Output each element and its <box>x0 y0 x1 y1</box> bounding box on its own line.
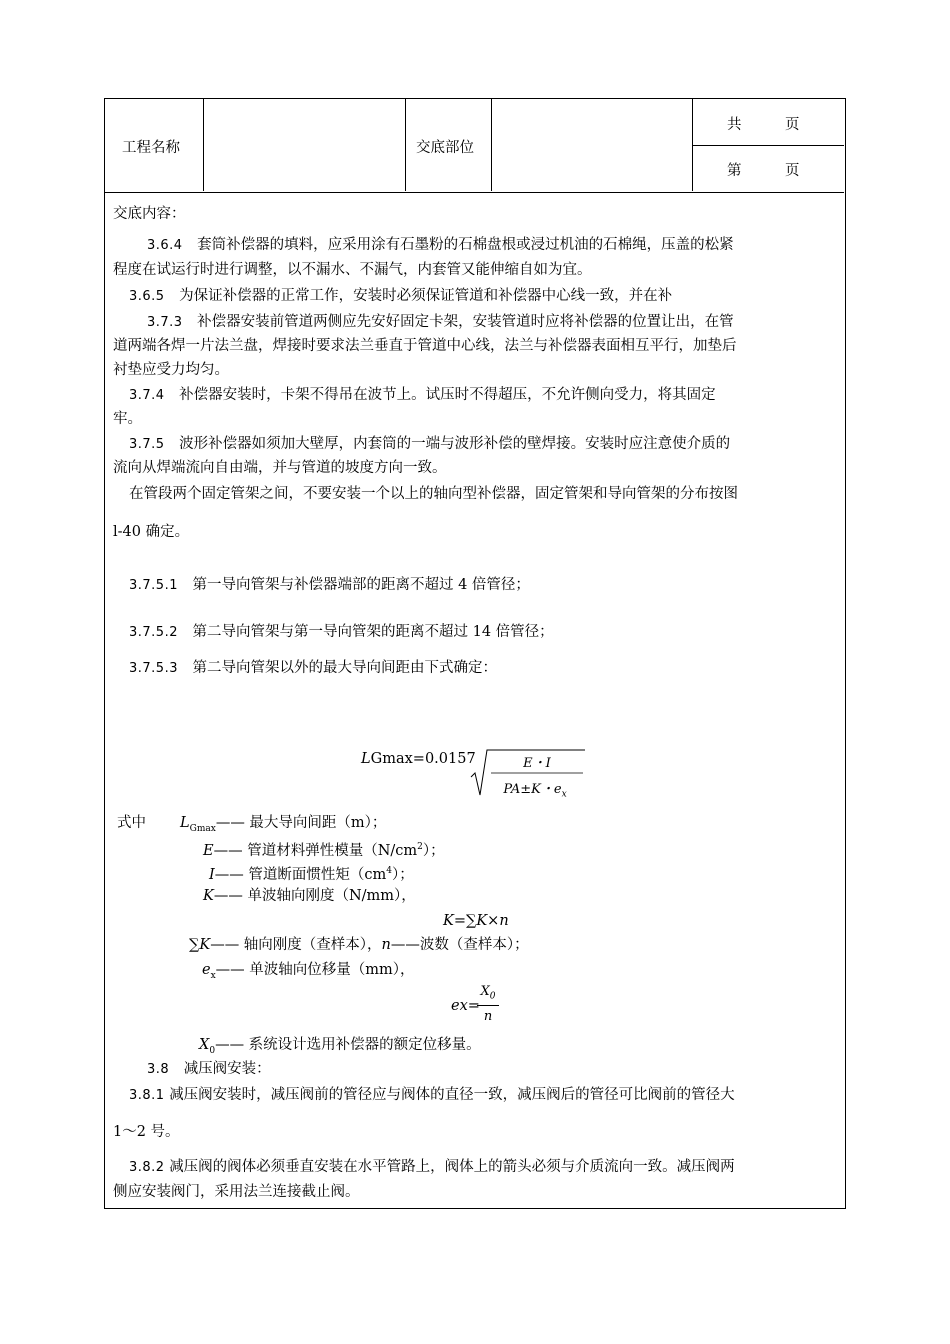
clause-3-7-5-3 <box>129 658 497 679</box>
clause-number: 3.6.4 <box>147 238 183 253</box>
formula-symbol: L <box>361 751 371 767</box>
disclosure-part-label: 交底部位 <box>416 140 474 156</box>
clause-text: 第二导向管架与第一导向管架的距离不超过 14 倍管径； <box>192 624 554 640</box>
clause-text: 第一导向管架与补偿器端部的距离不超过 4 倍管径； <box>192 577 530 593</box>
symbol-description: —— 管道断面惯性矩（cm <box>214 866 387 883</box>
symbol-description: —— 系统设计选用补偿器的额定位移量。 <box>215 1037 481 1053</box>
symbols-intro: 式中 <box>117 815 146 831</box>
clause-text: 牢。 <box>113 411 142 427</box>
symbol: X <box>199 1037 210 1053</box>
symbol-ex <box>202 960 415 986</box>
symbol-x0 <box>199 1035 481 1061</box>
clause-text: 减压阀安装： <box>183 1061 271 1077</box>
divider <box>692 145 844 146</box>
clause-text: 侧应安装阀门，采用法兰连接截止阀。 <box>113 1184 360 1200</box>
ex-numerator <box>477 984 499 1002</box>
clause-3-7-5-2 <box>129 622 554 643</box>
clause-3-8 <box>147 1059 271 1080</box>
formula-subscript: x <box>561 789 567 800</box>
clause-3-6-5 <box>129 286 672 307</box>
formula-lhs <box>361 749 476 769</box>
symbol: K <box>203 888 214 904</box>
symbol-description: —— 单波轴向位移量（mm）， <box>215 962 415 978</box>
clause-text: 为保证补偿器的正常工作，安装时必须保证管道和补偿器中心线一致，并在补 <box>179 288 673 304</box>
ex-denominator: n <box>483 1009 493 1024</box>
symbol-subscript: x <box>210 970 216 981</box>
clause-number: 3.7.4 <box>129 388 165 403</box>
page-number: 第 页 <box>727 163 800 179</box>
clause-number: 3.8 <box>147 1062 170 1077</box>
symbol-lgmax <box>180 813 386 839</box>
clause-3-8-1 <box>129 1085 735 1106</box>
clause-number: 3.8.2 <box>129 1160 165 1175</box>
fraction-bar <box>477 1005 499 1006</box>
clause-3-7-5-1 <box>129 575 530 596</box>
symbol-k <box>203 886 416 906</box>
symbol-sum-k <box>189 935 529 955</box>
formula-text: PA±K・e <box>503 782 562 797</box>
guide-spacing-formula <box>361 747 621 807</box>
symbol-description: —— 管道材料弹性模量（N/cm <box>213 842 418 859</box>
symbol: ∑K <box>189 937 211 953</box>
symbol-description: —— 单波轴向刚度（N/mm）， <box>213 888 416 904</box>
symbol: e <box>202 962 211 978</box>
disclosure-form <box>104 98 846 1209</box>
clause-text: 波形补偿器如须加大壁厚，内套筒的一端与波形补偿的壁焊接。安装时应注意使介质的 <box>179 436 731 452</box>
k-formula: K=∑K×n <box>443 913 509 929</box>
clause-text: 程度在试运行时进行调整，以不漏水、不漏气，内套管又能伸缩自如为宜。 <box>113 262 592 278</box>
content-intro: 交底内容： <box>113 206 186 222</box>
clause-number: 3.7.5.1 <box>129 578 178 593</box>
formula-text: Gmax=0.0157 <box>370 751 476 767</box>
paragraph-guide-layout-end: l-40 确定。 <box>113 524 190 540</box>
formula-text: X <box>480 984 490 999</box>
divider <box>405 99 406 191</box>
symbol-description: ）； <box>391 866 414 883</box>
clause-3-7-4 <box>129 385 716 406</box>
clause-3-7-3 <box>147 312 734 333</box>
symbol-description: ——波数（查样本）； <box>390 937 529 953</box>
clause-number: 3.7.5.3 <box>129 661 178 676</box>
clause-number: 3.6.5 <box>129 289 165 304</box>
clause-text: 套筒补偿器的填料，应采用涂有石墨粉的石棉盘根或浸过机油的石棉绳，压盖的松紧 <box>197 237 734 253</box>
paragraph-guide-layout: 在管段两个固定管架之间，不要安装一个以上的轴向型补偿器，固定管架和导向管架的分布按图 <box>129 486 738 502</box>
divider <box>203 99 204 191</box>
symbol-description: —— 轴向刚度（查样本）， <box>210 937 382 953</box>
form-header <box>105 99 844 193</box>
clause-number: 3.7.5 <box>129 437 165 452</box>
symbol-description: —— 最大导向间距（m）； <box>215 815 387 831</box>
clause-text: 补偿器安装时，卡架不得吊在波节上。试压时不得超压，不允许侧向受力，将其固定 <box>179 387 716 403</box>
symbol: E <box>203 842 214 859</box>
clause-text: 补偿器安装前管道两侧应先安好固定卡架，安装管道时应将补偿器的位置让出，在管 <box>197 314 734 330</box>
superscript: 4 <box>386 866 392 876</box>
symbol-description: ）； <box>422 842 445 859</box>
clause-text: 1～2 号。 <box>113 1124 180 1140</box>
clause-text: 第二导向管架以外的最大导向间距由下式确定： <box>192 660 497 676</box>
symbol-i <box>209 861 414 885</box>
superscript: 2 <box>417 842 423 852</box>
symbol: L <box>180 815 190 831</box>
total-pages: 共 页 <box>727 117 800 133</box>
project-name-label: 工程名称 <box>122 140 180 156</box>
clause-number: 3.7.5.2 <box>129 625 178 640</box>
ex-formula-lhs: ex= <box>451 998 480 1014</box>
clause-3-7-5 <box>129 434 730 455</box>
formula-denominator <box>485 778 585 800</box>
clause-3-8-2 <box>129 1157 735 1178</box>
clause-number: 3.7.3 <box>147 315 183 330</box>
clause-text: 衬垫应受力均匀。 <box>113 362 229 378</box>
formula-subscript: 0 <box>489 991 496 1002</box>
formula-numerator: E・I <box>523 756 551 771</box>
symbol: I <box>209 866 215 883</box>
symbol-e <box>203 837 445 861</box>
clause-text: 减压阀的阀体必须垂直安装在水平管路上，阀体上的箭头必须与介质流向一致。减压阀两 <box>169 1159 735 1175</box>
clause-text: 流向从焊端流向自由端，并与管道的坡度方向一致。 <box>113 460 447 476</box>
symbol: n <box>381 937 391 953</box>
symbol-subscript: 0 <box>209 1045 216 1056</box>
clause-number: 3.8.1 <box>129 1088 165 1103</box>
symbol-subscript: Gmax <box>189 823 216 834</box>
divider <box>491 99 492 191</box>
clause-3-6-4 <box>147 235 734 256</box>
clause-text: 减压阀安装时，减压阀前的管径应与阀体的直径一致，减压阀后的管径可比阀前的管径大 <box>169 1087 735 1103</box>
clause-text: 道两端各焊一片法兰盘，焊接时要求法兰垂直于管道中心线，法兰与补偿器表面相互平行，加垫后 <box>113 338 737 354</box>
